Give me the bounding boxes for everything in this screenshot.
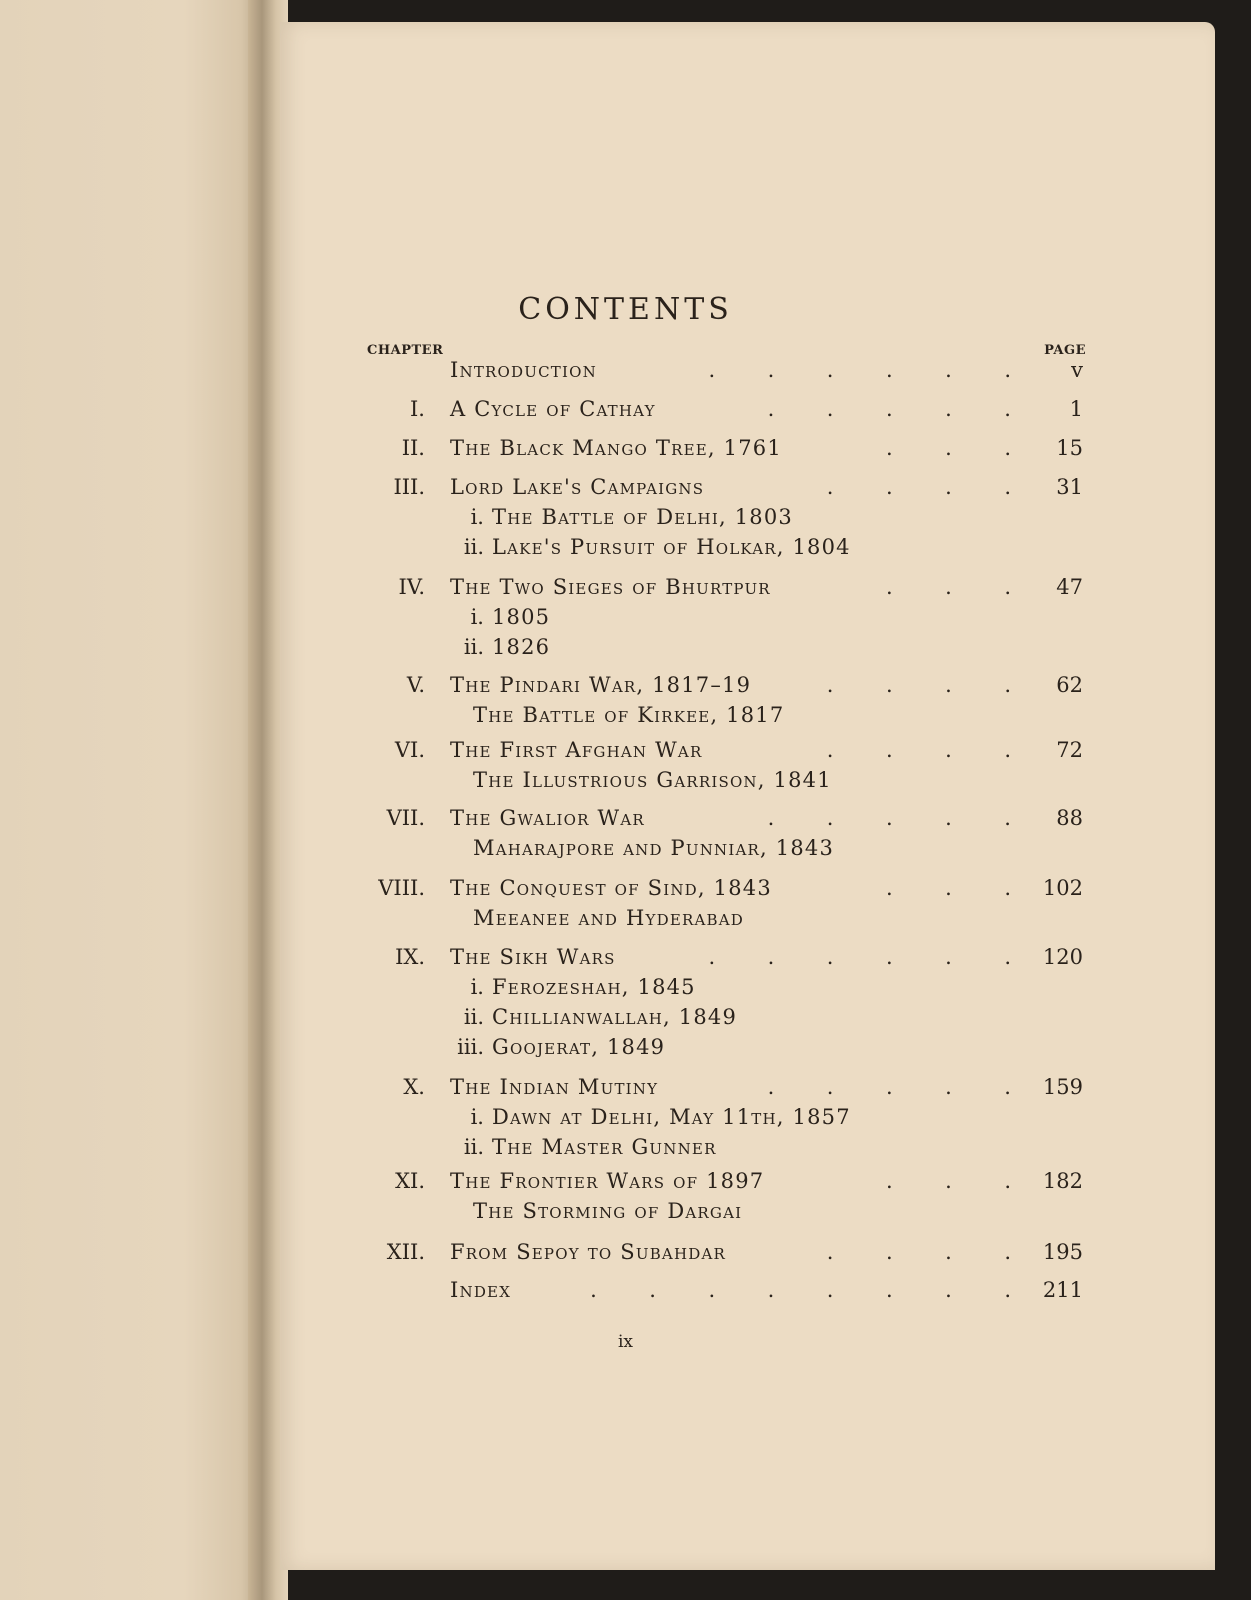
dot-leader: . . . . . . bbox=[708, 358, 1011, 382]
page-number: 47 bbox=[1056, 575, 1083, 599]
chapter-number: V. bbox=[406, 673, 425, 697]
chapter-number: XII. bbox=[386, 1240, 425, 1264]
chapter-title: The Two Sieges of Bhurtpur bbox=[450, 575, 771, 599]
subentry-numeral: i. bbox=[470, 1105, 484, 1129]
dot-leader: . . . . . bbox=[767, 1075, 1011, 1099]
toc-subentry bbox=[450, 505, 793, 529]
toc-entry bbox=[0, 806, 1251, 836]
chapter-title: From Sepoy to Subahdar bbox=[450, 1240, 726, 1264]
chapter-number: IX. bbox=[395, 945, 425, 969]
page-number: v bbox=[1071, 358, 1083, 382]
toc-subentry bbox=[450, 1135, 717, 1159]
chapter-number: VIII. bbox=[378, 876, 425, 900]
subentry-title: Chillianwallah, 1849 bbox=[492, 1005, 738, 1029]
chapter-title: A Cycle of Cathay bbox=[450, 397, 656, 421]
left-page bbox=[0, 0, 262, 1600]
dot-leader: . . . bbox=[885, 1169, 1011, 1193]
toc-subentry bbox=[473, 906, 744, 930]
toc-subentry bbox=[450, 605, 550, 629]
chapter-number: VI. bbox=[394, 738, 425, 762]
chapter-title: Lord Lake's Campaigns bbox=[450, 475, 705, 499]
toc-entry bbox=[0, 876, 1251, 906]
page-number: 195 bbox=[1042, 1240, 1083, 1264]
toc-entry bbox=[0, 738, 1251, 768]
subentry-numeral: ii. bbox=[463, 535, 484, 559]
subentry-numeral: i. bbox=[470, 605, 484, 629]
chapter-number: VII. bbox=[386, 806, 425, 830]
page-folio: ix bbox=[617, 1332, 634, 1352]
subentry-title: 1805 bbox=[492, 605, 551, 629]
subentry-title: Ferozeshah, 1845 bbox=[492, 975, 696, 999]
dot-leader: . . . bbox=[885, 436, 1011, 460]
dot-leader: . . . bbox=[885, 575, 1011, 599]
chapter-number: II. bbox=[401, 436, 425, 460]
chapter-title: Index bbox=[450, 1278, 512, 1302]
toc-subentry bbox=[450, 535, 851, 559]
toc-entry bbox=[0, 1278, 1251, 1308]
toc-entry bbox=[0, 475, 1251, 505]
subentry-numeral: i. bbox=[470, 975, 484, 999]
dot-leader: . . . . bbox=[826, 673, 1011, 697]
subentry-numeral: i. bbox=[470, 505, 484, 529]
toc-entry bbox=[0, 1240, 1251, 1270]
subentry-title: Goojerat, 1849 bbox=[492, 1035, 666, 1059]
dot-leader: . . . . . bbox=[767, 397, 1011, 421]
subentry-title: The Illustrious Garrison, 1841 bbox=[473, 768, 832, 792]
toc-entry bbox=[0, 1075, 1251, 1105]
toc-subentry bbox=[450, 1005, 737, 1029]
dot-leader: . . . . . . . . bbox=[590, 1278, 1011, 1302]
subentry-title: Lake's Pursuit of Holkar, 1804 bbox=[492, 535, 851, 559]
chapter-number: XI. bbox=[395, 1169, 425, 1193]
chapter-number: I. bbox=[410, 397, 425, 421]
toc-subentry bbox=[473, 1199, 742, 1223]
toc-entry bbox=[0, 358, 1251, 388]
page-column-label: PAGE bbox=[1044, 343, 1086, 358]
subentry-numeral: ii. bbox=[463, 1005, 484, 1029]
subentry-numeral: ii. bbox=[463, 1135, 484, 1159]
chapter-title: The Frontier Wars of 1897 bbox=[450, 1169, 765, 1193]
subentry-title: The Master Gunner bbox=[492, 1135, 717, 1159]
subentry-title: 1826 bbox=[492, 635, 551, 659]
toc-subentry bbox=[450, 1105, 851, 1129]
page-number: 211 bbox=[1042, 1278, 1083, 1302]
subentry-title: Dawn at Delhi, May 11th, 1857 bbox=[492, 1105, 851, 1129]
page-number: 62 bbox=[1056, 673, 1083, 697]
toc-entry bbox=[0, 673, 1251, 703]
chapter-number: X. bbox=[403, 1075, 425, 1099]
contents-heading: CONTENTS bbox=[518, 292, 733, 327]
toc-subentry bbox=[450, 635, 550, 659]
dot-leader: . . . . bbox=[826, 475, 1011, 499]
page-number: 159 bbox=[1042, 1075, 1083, 1099]
page-number: 120 bbox=[1042, 945, 1083, 969]
toc-subentry bbox=[473, 768, 832, 792]
page-number: 182 bbox=[1042, 1169, 1083, 1193]
chapter-title: The Indian Mutiny bbox=[450, 1075, 659, 1099]
page-number: 31 bbox=[1056, 475, 1083, 499]
dot-leader: . . . . bbox=[826, 738, 1011, 762]
toc-entry bbox=[0, 575, 1251, 605]
dot-leader: . . . bbox=[885, 876, 1011, 900]
chapter-title: The Gwalior War bbox=[450, 806, 645, 830]
dot-leader: . . . . . bbox=[767, 806, 1011, 830]
toc-subentry bbox=[450, 1035, 665, 1059]
toc-entry bbox=[0, 945, 1251, 975]
subentry-title: Meeanee and Hyderabad bbox=[473, 906, 744, 930]
page-number: 88 bbox=[1056, 806, 1083, 830]
page-number: 1 bbox=[1069, 397, 1083, 421]
chapter-number: III. bbox=[393, 475, 425, 499]
chapter-column-label: CHAPTER bbox=[367, 343, 444, 358]
chapter-number: IV. bbox=[398, 575, 425, 599]
toc-subentry bbox=[450, 975, 696, 999]
chapter-title: The First Afghan War bbox=[450, 738, 703, 762]
page-number: 72 bbox=[1056, 738, 1083, 762]
toc-subentry bbox=[473, 703, 784, 727]
page-number: 102 bbox=[1042, 876, 1083, 900]
chapter-title: The Conquest of Sind, 1843 bbox=[450, 876, 772, 900]
chapter-title: The Sikh Wars bbox=[450, 945, 616, 969]
chapter-title: Introduction bbox=[450, 358, 597, 382]
subentry-title: The Storming of Dargai bbox=[473, 1199, 743, 1223]
toc-entry bbox=[0, 397, 1251, 427]
dot-leader: . . . . . . bbox=[708, 945, 1011, 969]
subentry-numeral: iii. bbox=[457, 1035, 484, 1059]
page-number: 15 bbox=[1056, 436, 1083, 460]
subentry-title: The Battle of Kirkee, 1817 bbox=[473, 703, 785, 727]
toc-subentry bbox=[473, 836, 834, 860]
subentry-title: The Battle of Delhi, 1803 bbox=[492, 505, 793, 529]
toc-entry bbox=[0, 436, 1251, 466]
subentry-title: Maharajpore and Punniar, 1843 bbox=[473, 836, 835, 860]
chapter-title: The Pindari War, 1817–19 bbox=[450, 673, 752, 697]
dot-leader: . . . . bbox=[826, 1240, 1011, 1264]
toc-entry bbox=[0, 1169, 1251, 1199]
chapter-title: The Black Mango Tree, 1761 bbox=[450, 436, 782, 460]
subentry-numeral: ii. bbox=[463, 635, 484, 659]
